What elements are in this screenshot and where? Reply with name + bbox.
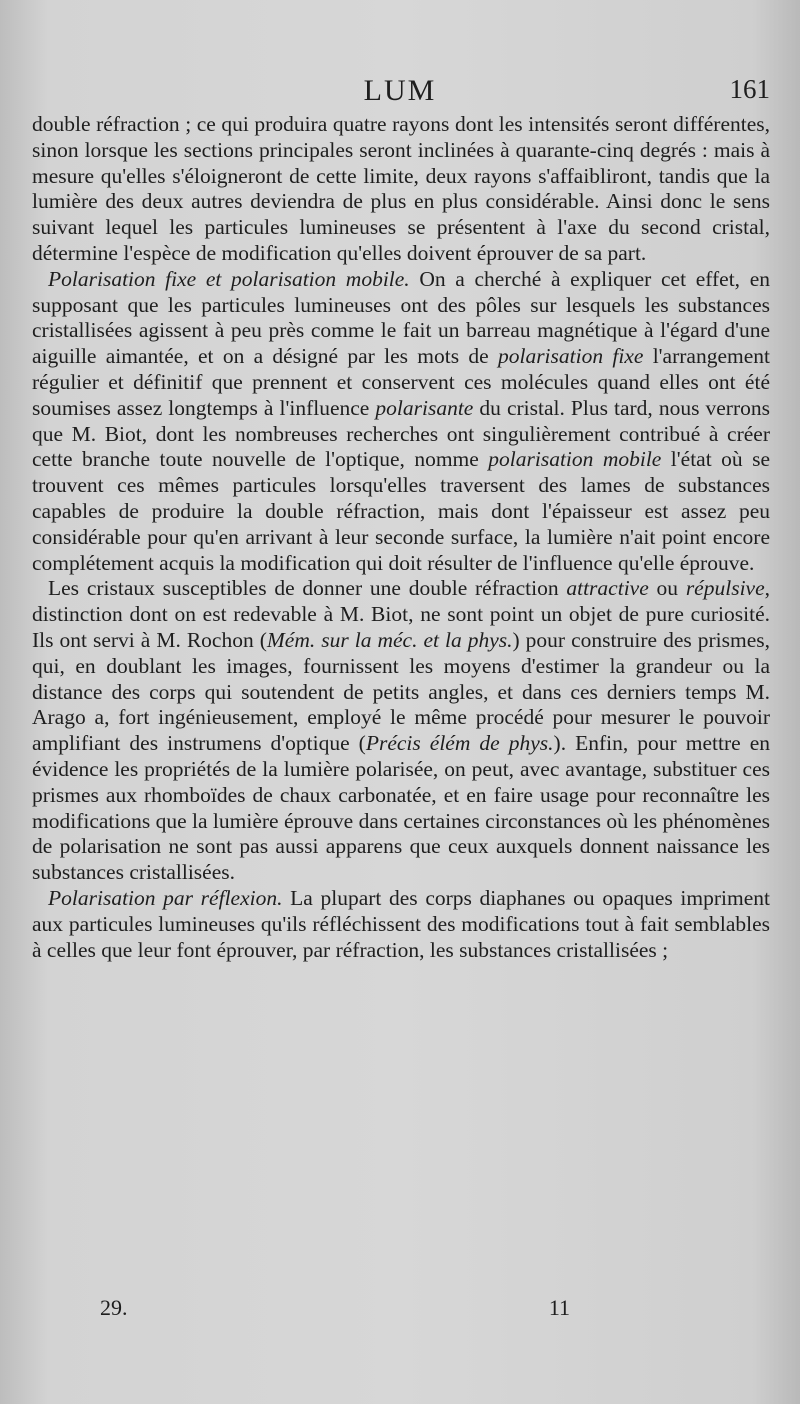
page-header (30, 74, 770, 108)
text-run: , distinction dont on est redevable à M. Biot, ne sont point un objet de pure curiosité. Ils ont servi à M. Rochon ( (32, 576, 770, 652)
text-run: double réfraction ; ce qui produira quatre rayons dont les intensités seront différentes, sinon lorsque les sections principales seront inclinées à quarante-cinq degrés : mais à mesure qu'elles s'éloigneront de cette limite, deux rayons s'affaibliront, tandis que la lumière des deux autres deviendra de plus en plus considérable. Ainsi donc le sens suivant lequel les particules lumineuses se présentent à l'axe du second cristal, détermine l'espèce de modification qu'elles doivent éprouver de sa part. (32, 112, 770, 265)
text-run: l'arrangement régulier et définitif que prennent et conservent ces molécules quand elles ont été soumises assez longtemps à l'influence (32, 344, 770, 420)
text-run: La plupart des corps diaphanes ou opaques impriment aux particules lumineuses qu'ils réfléchissent des modifications tout à fait semblables à celles que leur font éprouver, par réfraction, les substances cristallisées ; (32, 885, 771, 962)
page-number: 161 (729, 74, 770, 104)
text-run: du cristal. Plus tard, nous verrons que M. Biot, dont les nombreuses recherches ont singulièrement contribué à créer cette branche toute nouvelle de l'optique, nomme (32, 395, 770, 472)
italic-text: polarisante (375, 395, 474, 420)
italic-text: polarisation fixe (497, 344, 644, 369)
text-run: l'état où se trouvent ces mêmes particules lorsqu'elles traversent des lames de substances capables de produire la double réfraction, mais dont l'épaisseur est assez peu considérable pour qu'en arrivant à leur seconde surface, la lumière n'ait point encore complétement acquis la modification qui doit résulter de l'influence qu'elle éprouve. (32, 447, 770, 575)
italic-text: Précis élém de phys. (365, 731, 554, 756)
text-run: ) pour construire des prismes, qui, en doublant les images, fournissent les moyens d'estimer la grandeur ou la distance des corps qui soutendent de petits angles, et dans ces derniers temps M. Arago a, fort ingénieusement, employé le même procédé pour mesurer le pouvoir amplifiant des instrumens d'optique ( (32, 627, 770, 756)
paragraph (32, 886, 770, 963)
italic-text: répulsive (685, 576, 765, 601)
body-text (32, 112, 770, 963)
paragraph (32, 267, 770, 577)
text-run: ). Enfin, pour mettre en évidence les propriétés de la lumière polarisée, on peut, avec avantage, substituer ces prismes aux rhomboïdes de chaux carbonatée, et en faire usage pour reconnaître les modifications que la lumière éprouve dans certaines circonstances où les phénomènes de polarisation ne sont pas aussi apparens que ceux auxquels donnent naissance les substances cristallisées. (32, 731, 771, 885)
paragraph (32, 112, 770, 267)
italic-text: polarisation mobile (488, 447, 662, 472)
page-footer (100, 1295, 570, 1323)
signature-mark: 29. (100, 1295, 128, 1320)
sheet-number: 11 (548, 1295, 570, 1320)
text-run: ou (648, 576, 686, 601)
italic-text: Mém. sur la méc. et la phys. (266, 627, 513, 652)
italic-text: attractive (566, 576, 649, 601)
italic-text: Polarisation par réflexion. (48, 885, 283, 910)
text-run: Les cristaux susceptibles de donner une double réfraction (48, 576, 567, 601)
running-title: LUM (363, 74, 437, 107)
paragraph (32, 576, 770, 886)
italic-text: Polarisation fixe et polarisation mobile. (48, 266, 410, 291)
text-run: On a cherché à expliquer cet effet, en supposant que les particules lumineuses ont des pôles sur lesquels les substances cristallisées agissent à peu près comme le fait un barreau magnétique à l'égard d'une aiguille aimantée, et on a désigné par les mots de (32, 266, 770, 369)
